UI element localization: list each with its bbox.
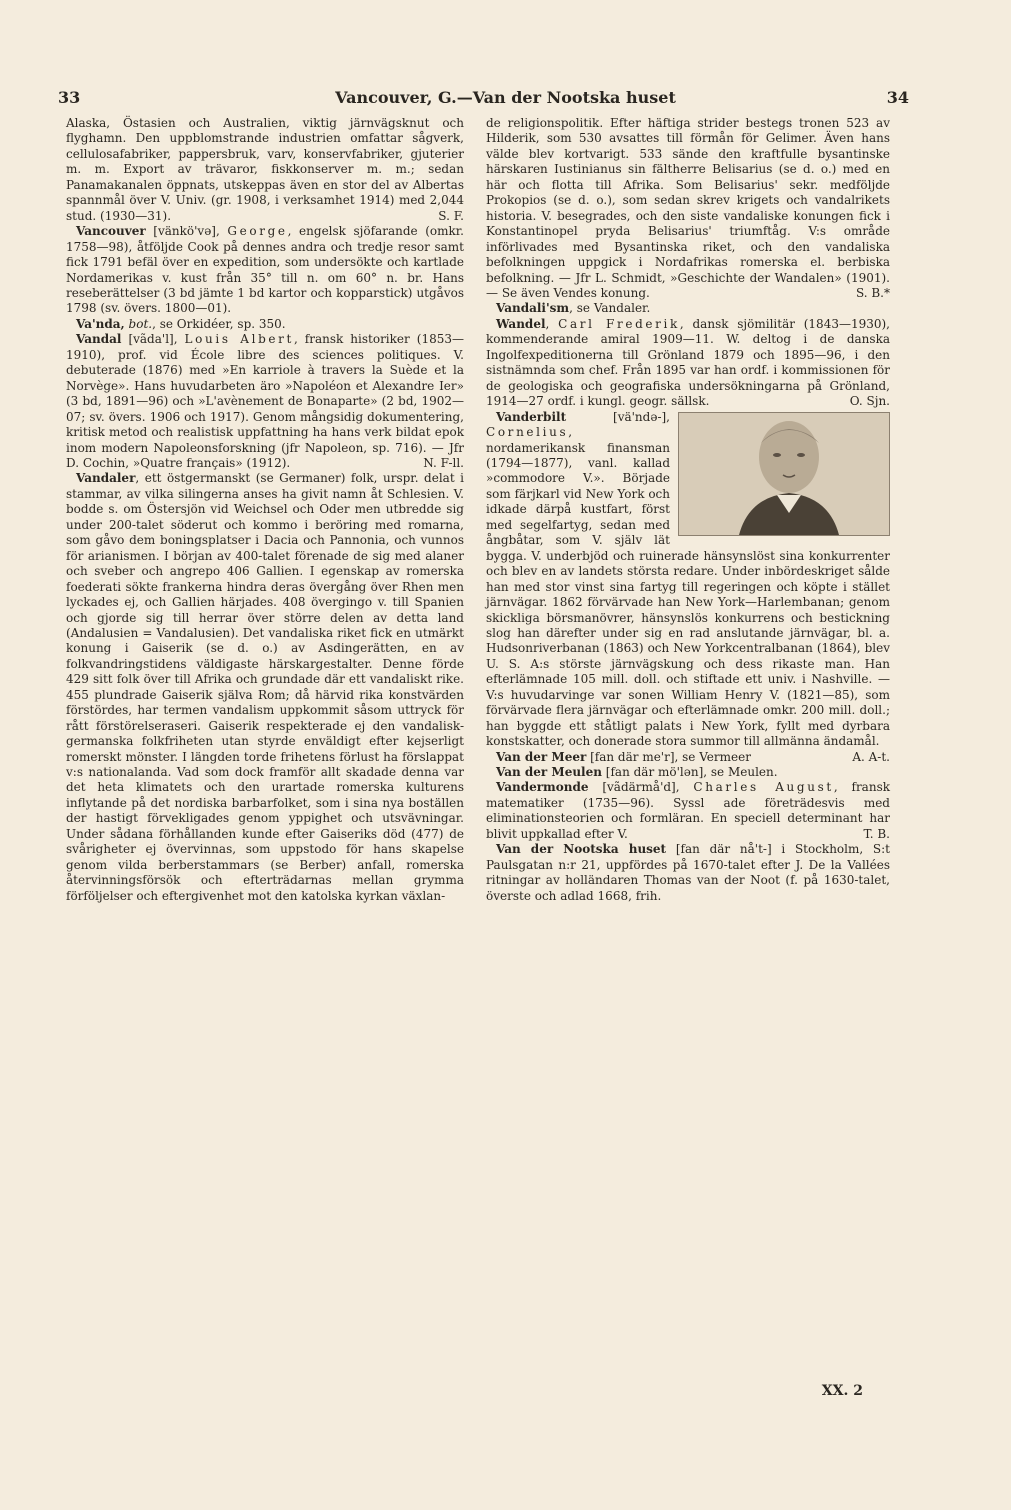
entry-van-der-meer: Van der Meer [fan där me'r], se Vermeer [496,749,751,764]
portrait-engraving-icon [679,413,889,535]
vanderbilt-portrait [678,412,890,536]
column-right [486,116,890,904]
entry-van-der-meulen: Van der Meulen [fan där mö'lən], se Meulen. [496,765,778,780]
entry-vandaler-cont: de religionspolitik. Efter häftiga strider bestegs tronen 523 av Hilderik, som 530 avsattes till förmån för Gelimer. Även hans välde blev kortvarigt. 533 sände den kraftfulle bysantinske härskaren Iustinianus sin fältherre Belisarius (se d. o.) med en här och flotta till Afrika. Som Belisarius' sekr. medföljde Prokopios (se d. o.), som sedan skrev krigets och vandalrikets historia. V. besegrades, och den siste vandaliske konungen fick i Konstantinopel pryda Belisarius' triumftåg. V:s område införlivades med Bysantinska riket, och den vandaliska befolkningen uppgick i Nordafrikas romerska el. berbiska befolkning. — Jfr L. Schmidt, »Geschichte der Wandalen» (1901). — Se även Vendes konung. S. B.* [486,116,890,300]
entry-van-der-nootska-huset: Van der Nootska huset [fan där nå't-] i Stockholm, S:t Paulsgatan n:r 21, uppfördes på 1670-talet efter J. De la Vallées ritningar av holländaren Thomas van der Noot (f. på 1630-talet, överste och adlad 1668, frih. [486,842,891,903]
entry-vanda: Va'nda, bot., se Orkidéer, sp. 350. [76,316,286,331]
entry-vanderbilt: Vanderbilt [vä'ndə-], Cornelius, nordamerikansk finansman (1794—1877), vanl. kallad »commodore V.». Började som färjkarl vid New York och idkade därpå kustfart, först med segelfartyg, sedan med ångbåtar, som V. själv lät bygga. V. underbjöd och ruinerade hänsynslöst sina konkurrenter och blev en av landets största redare. Under inbördeskriget sålde han med stor vinst sina fartyg till regeringen och köpte i stället järnvägar. 1862 förvärvade han New York—Harlembanan; genom skickliga börsmanövrer, hänsynslös konkurrens och bestickning slog han därefter under sig en rad anslutande järnvägar, bl. a. Hudsonriverbanan (1863) och New Yorkcentralbanan (1864), blev U. S. A:s störste järnvägskung och dess rikaste man. Han efterlämnade 105 mill. doll. och stiftade ett univ. i Nashville. — V:s huvudarvinge var sonen William Henry V. (1821—85), som förvärvade flera järnvägar och efterlämnade omkr. 200 mill. doll.; han byggde ett ståtligt palats i New York, fyllt med dyrbara konstskatter, och donerade stora summor till allmänna ändamål. A. A-t. [486,409,890,764]
page-number-right: 34 [886,88,909,107]
running-header: Vancouver, G.—Van der Nootska huset [335,88,676,107]
entry-wandel: Wandel, Carl Frederik, dansk sjömilitär (1843—1930), kommenderande amiral 1909—11. W. deltog i de danska Ingolfexpeditionerna till Grönland 1879 och 1895—96, i den sistnämnda som chef. Från 1895 var han ordf. i kommissionen för de geologiska och geografiska undersökningarna på Grönland, 1914—27 ordf. i kungl. geogr. sällsk. O. Sjn. [486,316,890,409]
entry-vandalism: Vandali'sm, se Vandaler. [496,301,651,316]
entry-vandaler: Vandaler, ett östgermanskt (se Germaner) folk, urspr. delat i stammar, av vilka silingerna anses ha givit namn åt Schlesien. V. bodde s. om Östersjön vid Weichsel och Oder men utbredde sig under 200-talet söderut och kommo i beröring med romarna, som gåvo dem boningsplatser i Dacia och Pannonia, och vunnos för arianismen. I början av 400-talet förenade de sig med alaner och sveber och angrepo 406 Gallien. I egenskap av romerska foederati sökte frankerna hindra deras övergång över Rhen men lyckades ej, och Gallien härjades. 408 övergingo v. till Spanien och gjorde sig till herrar över större delen av detta land (Andalusien = Vandalusien). Det vandaliska riket fick en utmärkt konung i Gaiserik (se d. o.) av Asdingerätten, en av folkvandringstidens väldigaste härskargestalter. Denne förde 429 sitt folk över till Afrika och grundade där ett vandaliskt rike. 455 plundrade Gaiserik själva Rom; då härvid rika konstvärden förstördes, har termen vandalism uppkommit såsom uttryck för rått förstörelseraseri. Gaiserik respekterade ej den vandalisk-germanska folkfriheten utan styrde enväldigt efter kejserligt romerskt mönster. I längden torde frihetens förlust ha förslappat v:s nationalanda. Vad som dock framför allt skadade denna var det heta klimatets och den urartade romerska kulturens inflytande på det nordiska barbarfolket, som i sina nya boställen der hastigt förvekligades genom yppighet och utsvävningar. Under sådana förhållanden kunde efter Gaiseriks död (477) de svårigheter ej övervinnas, som uppstodo för hans skapelse genom vilda berberstammars (se Berber) anfall, romerska återvinningsförsök och efterträdarnas mellan grymma förföljelser och eftergivenhet mot den katolska kyrkan växlan- [66,471,464,903]
column-left [66,116,464,904]
entry-vandal-louis: Vandal [vãda'l], Louis Albert, fransk historiker (1853—1910), prof. vid École libre des sciences politiques. V. debuterade (1876) med »En karriole à travers la Suède et la Norvège». Hans huvudarbeten äro »Napoléon et Alexandre Ier» (3 bd, 1891—96) och »L'avènement de Bonaparte» (2 bd, 1902—07; sv. övers. 1906 och 1917). Genom mångsidig dokumentering, kritisk metod och realistisk uppfattning ha hans verk bildat epok inom modern Napoleonsforskning (jfr Napoleon, sp. 716). — Jfr D. Cochin, »Quatre français» (1912). N. F-ll. [66,332,464,470]
entry-vandermonde: Vandermonde [vãdärmå'd], Charles August, fransk matematiker (1735—96). Syssl ade företrädesvis med eliminationsteorien och formläran. En speciell determinant har blivit uppkallad efter V. T. B. [486,780,890,841]
entry-vancouver-city: Alaska, Östasien och Australien, viktig järnvägsknut och flyghamn. Den uppblomstrande industrien omfattar sågverk, cellulosafabriker, pappersbruk, varv, konservfabriker, gjuterier m. m. Export av trävaror, fiskkonserver m. m.; sedan Panamakanalen öppnats, utskeppas även en stor del av Albertas spannmål över V. Univ. (gr. 1908, i verksamhet 1914) med 2,044 stud. (1930—31). S. F. [66,116,464,223]
signature-mark: XX. 2 [821,1383,863,1399]
page-number-left: 33 [58,88,81,107]
entry-vancouver-george: Vancouver [vänkö'və], George, engelsk sjöfarande (omkr. 1758—98), åtföljde Cook på dennes andra och tredje resor samt fick 1791 befäl över en expedition, som undersökte och kartlade Nordamerikas v. kust från 35° till n. om 60° n. br. Hans reseberättelser (3 bd jämte 1 bd kartor och kopparstick) utgåvos 1798 (sv. övers. 1800—01). [66,224,464,316]
